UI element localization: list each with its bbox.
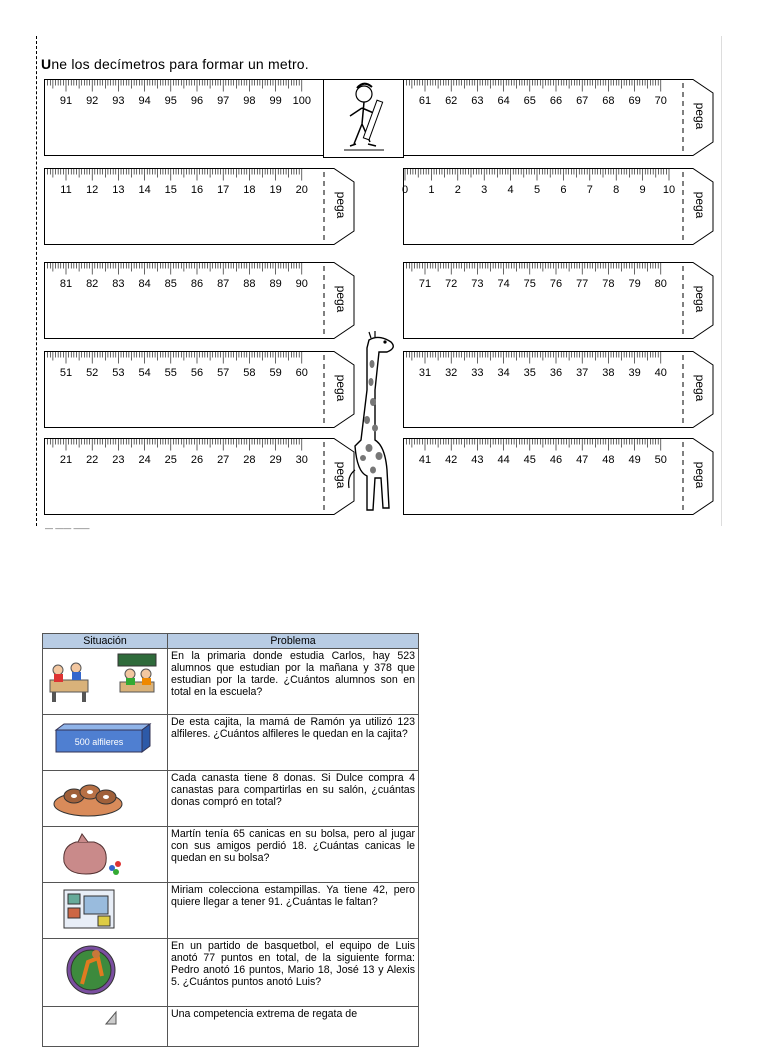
ruler-strip-31[interactable] [403, 351, 760, 428]
regatta-icon [46, 1008, 158, 1028]
ruler-outline [44, 351, 362, 428]
ruler-number: 7 [586, 184, 593, 196]
table-row [43, 939, 419, 1007]
ruler-number: 4 [507, 184, 514, 196]
problem-cell: En un partido de basquetbol, el equipo de Luis anotó 77 puntos en total, de la siguiente forma: Pedro anotó 16 puntos, Mario 18, José 13 y Alexis 5. ¿Cuántos puntos anotó Luis? [168, 939, 419, 1007]
ruler-number: 70 [654, 95, 667, 107]
ruler-number: 29 [269, 454, 282, 466]
ruler-number: 50 [654, 454, 667, 466]
ruler-number: 34 [497, 367, 510, 379]
ruler-outline [44, 79, 324, 156]
ruler-number: 89 [269, 278, 282, 290]
ruler-number: 58 [243, 367, 256, 379]
situation-cell [43, 939, 168, 1007]
ruler-number: 47 [576, 454, 589, 466]
ruler-number: 94 [138, 95, 151, 107]
ruler-number: 53 [112, 367, 125, 379]
ruler-number: 2 [454, 184, 461, 196]
table-row [43, 649, 419, 715]
ruler-number: 92 [86, 95, 99, 107]
ruler-number: 82 [86, 278, 99, 290]
ruler-number: 99 [269, 95, 282, 107]
worksheet-title: Une los decímetros para formar un metro. [41, 56, 309, 72]
ruler-number: 93 [112, 95, 125, 107]
marble-bag-icon [46, 828, 158, 878]
ruler-number: 65 [523, 95, 536, 107]
boy-with-ruler-icon [324, 80, 403, 157]
glue-label: pega [334, 461, 348, 489]
table-row [43, 715, 419, 771]
ruler-number: 77 [576, 278, 589, 290]
ruler-number: 6 [560, 184, 567, 196]
ruler-number: 27 [217, 454, 230, 466]
basketball-player-icon [46, 940, 158, 1002]
ruler-number: 51 [59, 367, 73, 379]
ruler-number: 81 [59, 278, 73, 290]
glue-label: pega [693, 285, 707, 313]
ruler-number: 33 [471, 367, 484, 379]
ruler-number: 16 [190, 184, 204, 196]
svg-text:500 alfileres: 500 alfileres [74, 737, 124, 747]
ruler-strip-0[interactable] [403, 168, 760, 245]
ruler-number: 86 [190, 278, 204, 290]
ruler-number: 25 [164, 454, 177, 466]
ruler-number: 73 [471, 278, 484, 290]
ruler-number: 43 [471, 454, 484, 466]
ruler-number: 31 [418, 367, 432, 379]
ruler-outline [403, 262, 721, 339]
ruler-number: 39 [628, 367, 641, 379]
ruler-number: 79 [628, 278, 641, 290]
ruler-number: 69 [628, 95, 641, 107]
ruler-number: 95 [164, 95, 177, 107]
giraffe-icon [345, 330, 403, 520]
ruler-number: 0 [401, 184, 409, 196]
ruler-number: 41 [418, 454, 432, 466]
header-problema: Problema [168, 634, 419, 649]
stamps-icon [46, 884, 158, 934]
donut-basket-icon [46, 772, 158, 822]
ruler-number: 45 [523, 454, 536, 466]
ruler-outline [403, 351, 721, 428]
ruler-number: 61 [418, 95, 432, 107]
ruler-number: 37 [576, 367, 589, 379]
table-row [43, 883, 419, 939]
ruler-number: 15 [164, 184, 177, 196]
ruler-outline [44, 262, 362, 339]
ruler-number: 18 [243, 184, 256, 196]
glue-label: pega [334, 191, 348, 219]
ruler-number: 9 [639, 184, 646, 196]
ruler-number: 90 [295, 278, 308, 290]
ruler-number: 63 [471, 95, 484, 107]
ruler-strip-81[interactable] [44, 262, 401, 339]
ruler-number: 48 [602, 454, 615, 466]
glue-label: pega [334, 374, 348, 402]
ruler-number: 56 [190, 367, 204, 379]
ruler-outline [403, 438, 721, 515]
ruler-number: 71 [418, 278, 432, 290]
ruler-number: 36 [549, 367, 563, 379]
ruler-number: 38 [602, 367, 615, 379]
cut-line [36, 36, 37, 526]
ruler-number: 100 [292, 95, 311, 107]
ruler-number: 55 [164, 367, 177, 379]
situation-cell [43, 827, 168, 883]
ruler-number: 13 [112, 184, 125, 196]
situation-cell [43, 883, 168, 939]
ruler-number: 52 [86, 367, 99, 379]
glue-label: pega [693, 461, 707, 489]
ruler-number: 96 [190, 95, 204, 107]
ruler-number: 97 [217, 95, 230, 107]
ruler-number: 54 [138, 367, 151, 379]
glue-label: pega [334, 285, 348, 313]
ruler-number: 28 [243, 454, 256, 466]
ruler-number: 64 [497, 95, 510, 107]
ruler-number: 8 [613, 184, 620, 196]
ruler-number: 60 [295, 367, 308, 379]
ruler-number: 17 [217, 184, 230, 196]
ruler-number: 98 [243, 95, 256, 107]
ruler-strip-61[interactable] [403, 79, 760, 156]
classroom-icon [46, 650, 158, 710]
ruler-number: 78 [602, 278, 615, 290]
pin-box-icon [46, 716, 158, 766]
problem-cell: Martín tenía 65 canicas en su bolsa, pero al jugar con sus amigos perdió 18. ¿Cuántas canicas le quedan en su bolsa? [168, 827, 419, 883]
footer-marks: — —— —— [45, 524, 90, 533]
ruler-number: 11 [60, 184, 72, 196]
problem-cell: De esta cajita, la mamá de Ramón ya utilizó 123 alfileres. ¿Cuántos alfileres le quedan en la cajita? [168, 715, 419, 771]
ruler-number: 67 [576, 95, 589, 107]
ruler-number: 72 [445, 278, 458, 290]
ruler-strip-41[interactable] [403, 438, 760, 515]
ruler-number: 23 [112, 454, 125, 466]
table-row [43, 771, 419, 827]
ruler-number: 87 [217, 278, 230, 290]
problem-cell: Una competencia extrema de regata de [168, 1007, 419, 1047]
ruler-number: 83 [112, 278, 125, 290]
ruler-number: 62 [445, 95, 458, 107]
ruler-number: 85 [164, 278, 177, 290]
ruler-number: 12 [86, 184, 99, 196]
ruler-number: 75 [523, 278, 536, 290]
ruler-number: 21 [59, 454, 73, 466]
situation-cell [43, 771, 168, 827]
ruler-number: 1 [428, 184, 435, 196]
ruler-number: 46 [549, 454, 563, 466]
glue-label: pega [693, 102, 707, 130]
problem-cell: En la primaria donde estudia Carlos, hay 523 alumnos que estudian por la mañana y 378 que estudian por la tarde. ¿Cuántos alumnos son en total en la escuela? [168, 649, 419, 715]
problem-cell: Miriam colecciona estampillas. Ya tiene 42, pero quiere llegar a tener 91. ¿Cuántas le faltan? [168, 883, 419, 939]
situation-cell [43, 649, 168, 715]
ruler-number: 19 [269, 184, 282, 196]
table-row [43, 1007, 419, 1047]
ruler-number: 32 [445, 367, 458, 379]
ruler-number: 30 [295, 454, 308, 466]
ruler-number: 14 [138, 184, 151, 196]
ruler-number: 59 [269, 367, 282, 379]
boy-figure [323, 79, 404, 158]
ruler-outline [44, 438, 362, 515]
giraffe-figure [345, 330, 403, 520]
ruler-number: 68 [602, 95, 615, 107]
problems-table [42, 633, 419, 1047]
glue-label: pega [693, 374, 707, 402]
ruler-outline [44, 168, 362, 245]
ruler-number: 49 [628, 454, 641, 466]
situation-cell [43, 715, 168, 771]
ruler-number: 91 [59, 95, 73, 107]
ruler-number: 3 [481, 184, 488, 196]
ruler-number: 26 [190, 454, 204, 466]
ruler-number: 10 [662, 184, 676, 196]
ruler-number: 44 [497, 454, 510, 466]
glue-label: pega [693, 191, 707, 219]
ruler-number: 80 [654, 278, 667, 290]
table-row [43, 827, 419, 883]
ruler-number: 42 [445, 454, 458, 466]
ruler-outline [403, 168, 721, 245]
ruler-number: 5 [533, 184, 541, 196]
ruler-number: 20 [295, 184, 308, 196]
ruler-number: 76 [549, 278, 563, 290]
ruler-number: 74 [497, 278, 510, 290]
header-situacion: Situación [43, 634, 168, 649]
ruler-number: 35 [523, 367, 536, 379]
ruler-number: 57 [217, 367, 230, 379]
ruler-number: 24 [138, 454, 151, 466]
ruler-number: 66 [549, 95, 563, 107]
ruler-number: 40 [654, 367, 667, 379]
problem-cell: Cada canasta tiene 8 donas. Si Dulce compra 4 canastas para compartirlas en su salón, ¿cuántas donas compró en total? [168, 771, 419, 827]
ruler-strip-11[interactable] [44, 168, 401, 245]
ruler-number: 88 [243, 278, 256, 290]
ruler-strip-71[interactable] [403, 262, 760, 339]
ruler-number: 22 [86, 454, 99, 466]
situation-cell [43, 1007, 168, 1047]
ruler-number: 84 [138, 278, 151, 290]
ruler-outline [403, 79, 721, 156]
